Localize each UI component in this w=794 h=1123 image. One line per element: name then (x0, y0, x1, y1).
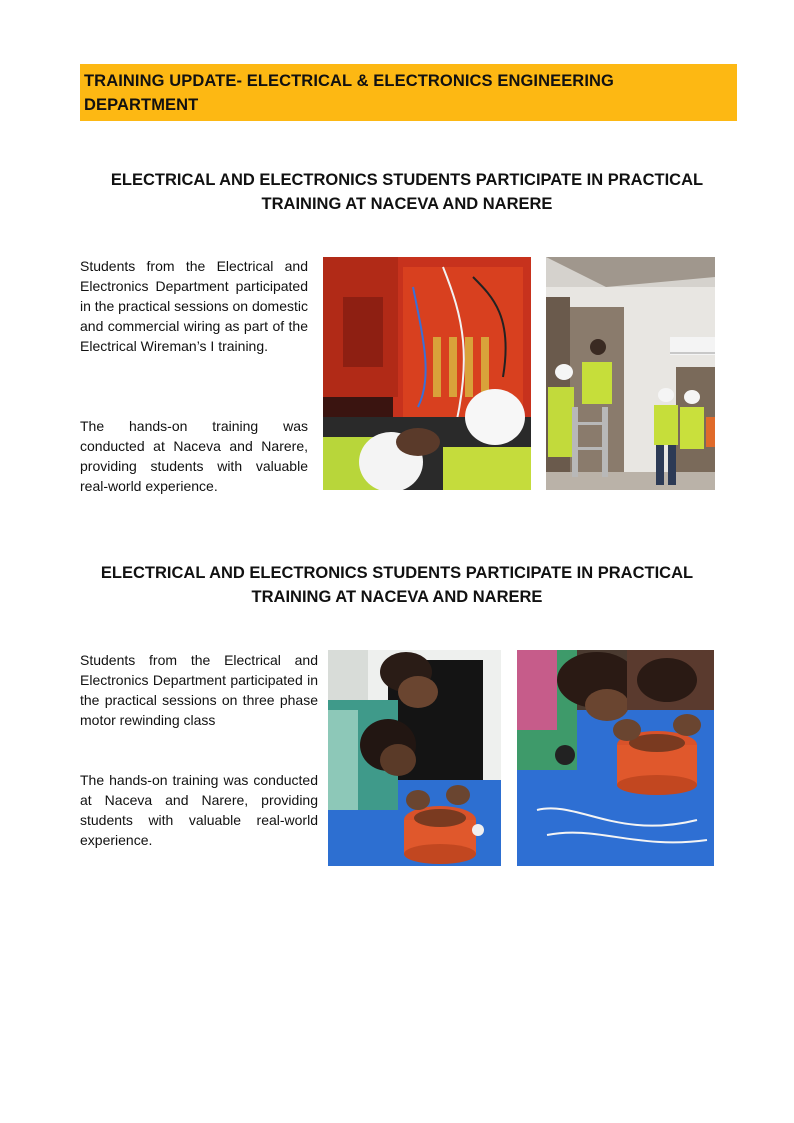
photo-motor-rewinding-1 (328, 650, 501, 866)
section2-paragraph-1: Students from the Electrical and Electronics Department participated in the practical sessions on three phase motor rewinding class (80, 652, 318, 728)
section1-heading: ELECTRICAL AND ELECTRONICS STUDENTS PARTICIPATE IN PRACTICAL TRAINING AT NACEVA AND NARERE (110, 171, 704, 213)
banner-title: TRAINING UPDATE- ELECTRICAL & ELECTRONICS ENGINEERING DEPARTMENT (84, 72, 614, 114)
section2-heading: ELECTRICAL AND ELECTRONICS STUDENTS PARTICIPATE IN PRACTICAL TRAINING AT NACEVA AND NARERE (100, 564, 694, 606)
photo-ceiling-installation (546, 257, 715, 490)
header-banner (80, 64, 737, 121)
section1-paragraph-1: Students from the Electrical and Electronics Department participated in the practical sessions on domestic and commercial wiring as part of the Electrical Wireman’s I training. (80, 258, 308, 354)
section2-paragraph-2: The hands-on training was conducted at Naceva and Narere, providing students with valuable real-world experience. (80, 772, 318, 848)
section1-paragraph-2: The hands-on training was conducted at Naceva and Narere, providing students with valuable real-world experience. (80, 418, 308, 494)
photo-motor-rewinding-2 (517, 650, 714, 866)
photo-wiring-panel (323, 257, 531, 490)
